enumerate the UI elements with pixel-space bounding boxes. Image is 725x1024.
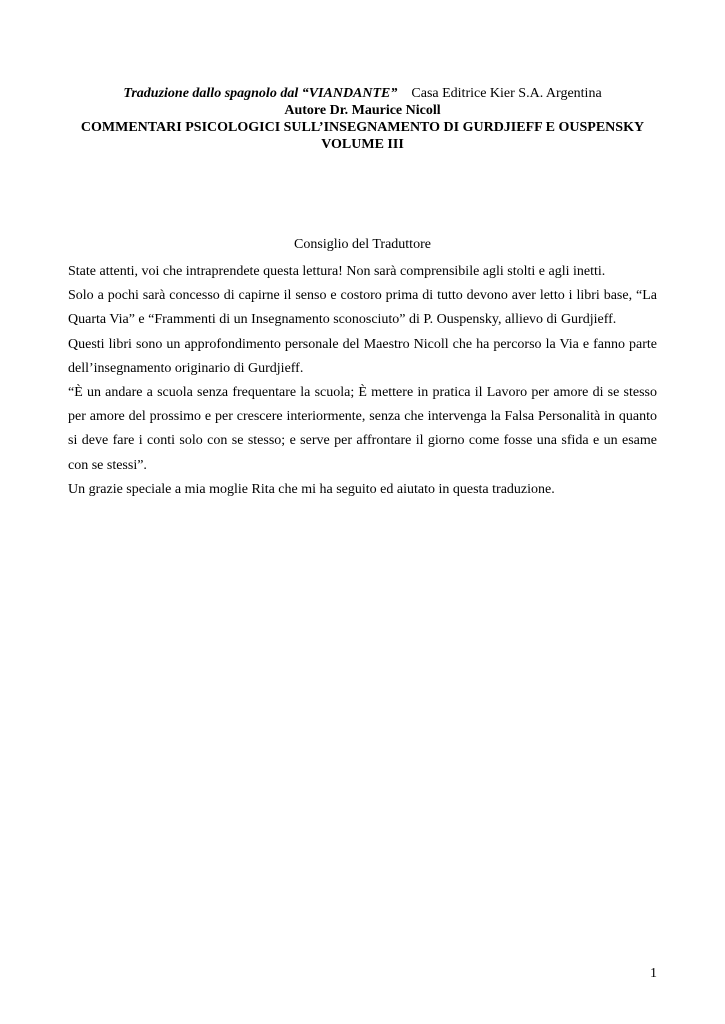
author-line: Autore Dr. Maurice Nicoll [284,103,441,118]
paragraph: Solo a pochi sarà concesso di capirne il senso e costoro prima di tutto devono aver letto i libri base, “La Quarta Via” e “Frammenti di un Insegnamento sconosciuto” di P. Ouspensky, allievo di Gurdjieff. [68,288,657,328]
document-title: COMMENTARI PSICOLOGICI SULL’INSEGNAMENTO DI GURDJIEFF E OUSPENSKY [80,120,645,135]
document-header [68,85,657,153]
section-body [68,260,657,502]
paragraph: State attenti, voi che intraprendete questa lettura! Non sarà comprensibile agli stolti e agli inetti. [68,264,606,279]
publisher-name: Casa Editrice Kier S.A. Argentina [411,86,602,101]
section-title: Consiglio del Traduttore [294,237,431,252]
paragraph: Questi libri sono un approfondimento personale del Maestro Nicoll che ha percorso la Via e fanno parte dell’insegnamento originario di Gurdjieff. [68,336,657,376]
paragraph: “È un andare a scuola senza frequentare la scuola; È mettere in pratica il Lavoro per amore di se stesso per amore del prossimo e per crescere interiormente, senza che intervenga la Falsa Personalità in quanto si deve fare i conti solo con se stesso; e serve per affrontare il giorno come fosse una sfida e un esame con se stessi”. [68,385,657,473]
page-number: 1 [650,966,657,981]
volume-label: VOLUME III [321,137,404,152]
translation-note: Traduzione dallo spagnolo dal “VIANDANTE” [123,86,398,101]
header-source-line [68,85,657,102]
paragraph: Un grazie speciale a mia moglie Rita che mi ha seguito ed aiutato in questa traduzione. [68,481,555,497]
